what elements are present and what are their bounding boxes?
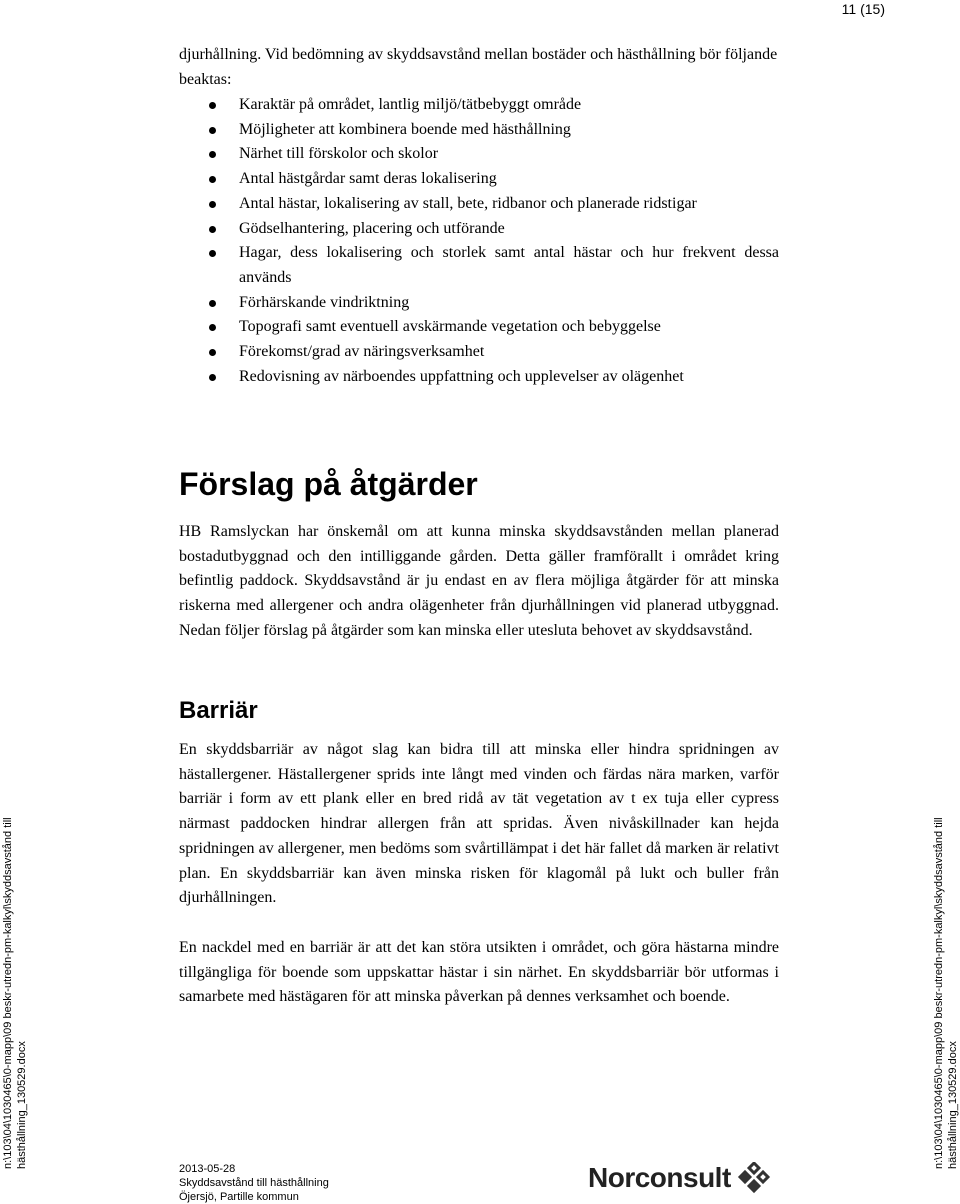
logo-text: Norconsult — [588, 1162, 731, 1193]
side-file-path-right — [932, 817, 960, 1169]
heading-proposed-measures: Förslag på åtgärder — [179, 466, 478, 502]
file-name-line: hästhållning_130529.docx — [947, 1041, 959, 1169]
list-item: Hagar, dess lokalisering och storlek samt antal hästar och hur frekvent dessa används — [179, 241, 779, 290]
file-name-line: hästhållning_130529.docx — [16, 1041, 28, 1169]
list-item: Möjligheter att kombinera boende med hästhållning — [179, 118, 779, 143]
norconsult-logo — [588, 1161, 773, 1195]
footer-title: Skyddsavstånd till hästhållning — [179, 1177, 329, 1189]
file-path-line: n:\103\04\1030465\0-mapp\09 beskr-utredn-pm-kalkyl\skyddsavstånd till — [933, 817, 945, 1169]
page-number: 11 (15) — [841, 1, 885, 17]
intro-text: djurhållning. Vid bedömning av skyddsavstånd mellan bostäder och hästhållning bör följande beaktas: — [179, 46, 778, 88]
paragraph-barrier-drawback: En nackdel med en barriär är att det kan störa utsikten i området, och göra hästarna mindre tillgängliga för boende som uppskattar hästar i sin närhet. En skyddsbarriär bör utformas i samarbete med hästägaren för att minska påverkan på dennes verksamhet och boende. — [179, 939, 779, 1006]
list-item: Gödselhantering, placering och utförande — [179, 217, 779, 242]
paragraph-proposals: HB Ramslyckan har önskemål om att kunna minska skyddsavstånden mellan planerad bostadutbyggnad och den intilliggande gården. Detta gäller framförallt i området kring befintlig paddock. Skyddsavstånd är ju endast en av flera möjliga åtgärder för att minska riskerna med allergener och andra olägenheter från djurhållningen vid planerad utbyggnad. Nedan följer förslag på åtgärder som kan minska eller utesluta behovet av skyddsavstånd. — [179, 523, 779, 639]
list-item: Antal hästar, lokalisering av stall, bete, ridbanor och planerade ridstigar — [179, 192, 779, 217]
paragraph-barrier: En skyddsbarriär av något slag kan bidra till att minska eller hindra spridningen av hästallergener. Hästallergener sprids inte långt med vinden och färdas nära marken, varför barriär i form av ett plank eller en bred ridå av tät vegetation av t ex tuja eller cypress närmast paddocken hindrar allergen från att spridas. Även nivåskillnader kan hejda spridningen av allergener, men bedöms som svårtillämpat i det här fallet då marken är relativt plan. En skyddsbarriär kan även minska risken för klagomål på lukt och buller från djurhållningen. — [179, 741, 779, 907]
list-item: Förhärskande vindriktning — [179, 291, 779, 316]
list-item: Närhet till förskolor och skolor — [179, 142, 779, 167]
factor-list — [179, 93, 779, 389]
list-item: Antal hästgårdar samt deras lokalisering — [179, 167, 779, 192]
footer-info — [179, 1162, 329, 1204]
heading-barrier: Barriär — [179, 697, 258, 724]
list-item: Förekomst/grad av näringsverksamhet — [179, 340, 779, 365]
list-item: Topografi samt eventuell avskärmande vegetation och bebyggelse — [179, 315, 779, 340]
logo-diamond-icon — [737, 1162, 773, 1194]
list-item: Karaktär på området, lantlig miljö/tätbebyggt område — [179, 93, 779, 118]
footer-location: Öjersjö, Partille kommun — [179, 1191, 299, 1203]
side-file-path-left — [1, 817, 29, 1169]
footer-date: 2013-05-28 — [179, 1163, 236, 1175]
list-item: Redovisning av närboendes uppfattning och upplevelser av olägenhet — [179, 365, 779, 390]
file-path-line: n:\103\04\1030465\0-mapp\09 beskr-utredn-pm-kalkyl\skyddsavstånd till — [2, 817, 14, 1169]
